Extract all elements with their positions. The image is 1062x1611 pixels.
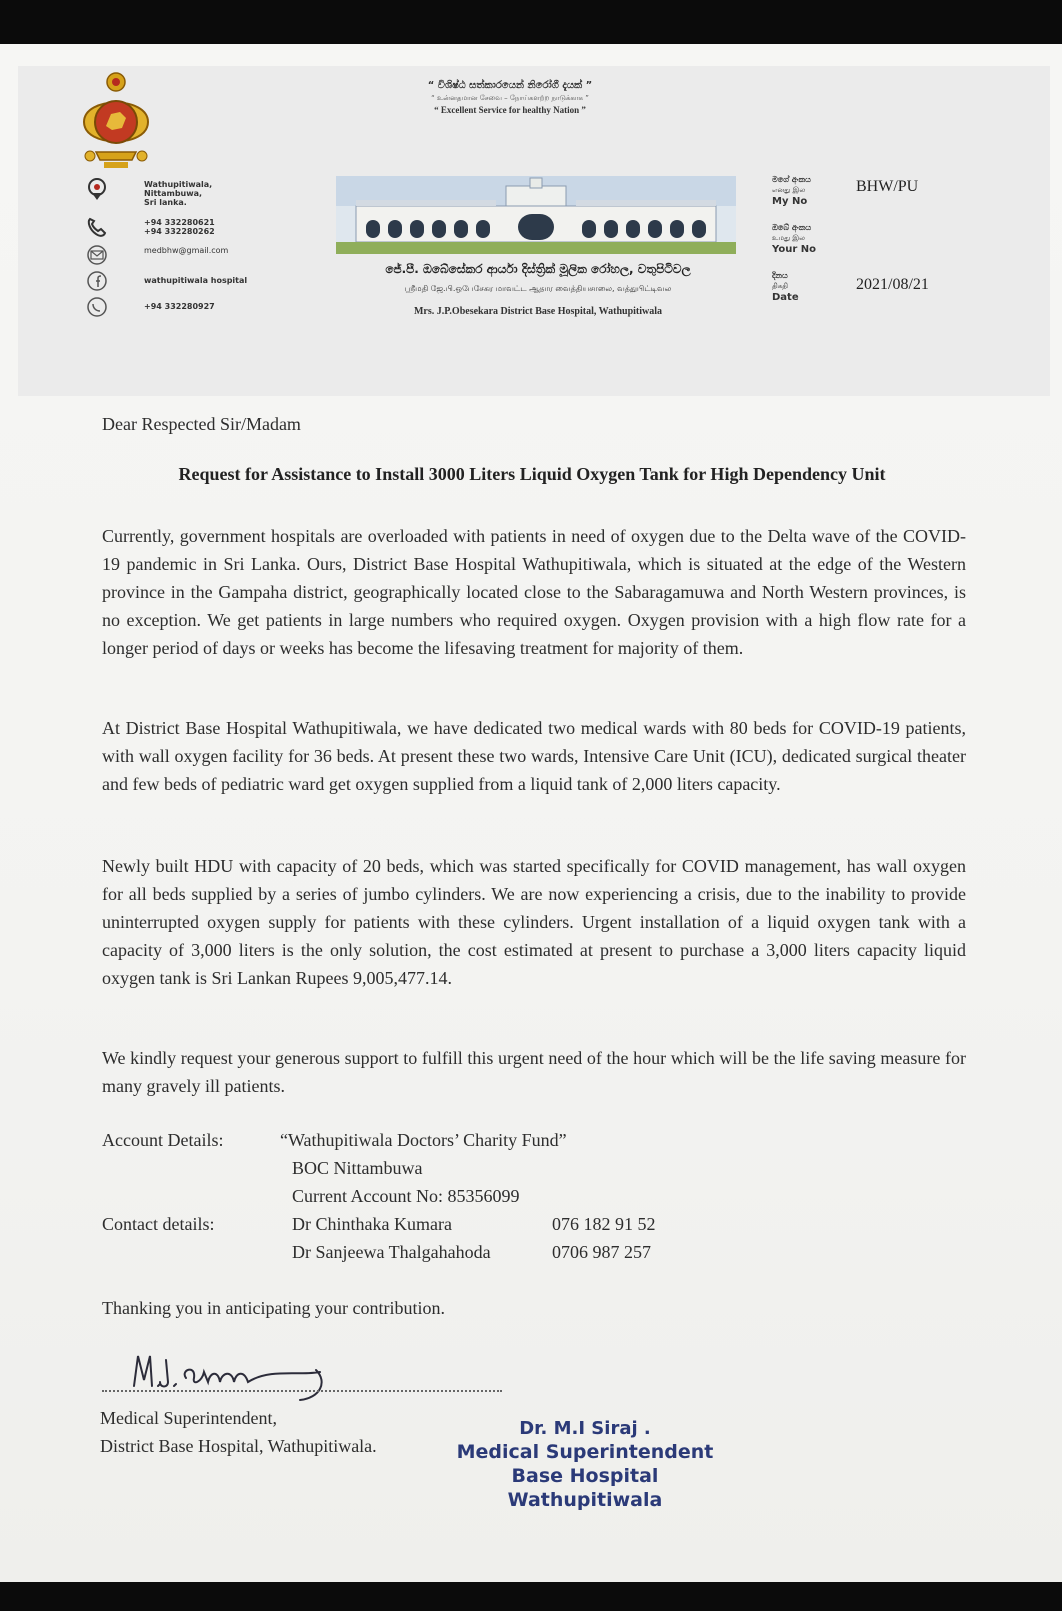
address-row [84,178,284,216]
account-number: Current Account No: 85356099 [292,1186,520,1206]
account-label: Account Details: [102,1130,224,1150]
location-pin-icon [84,178,110,200]
paragraph-1: Currently, government hospitals are overloaded with patients in need of oxygen due to the Delta wave of the COVID-19 pandemic in Sri Lanka. Ours, District Base Hospital Wathupitiwala, which is situated at the edge of the Western province in the Gampaha district, geographically located close to the Sabaragamuwa and North Western provinces, is no exception. We get patients in large numbers who required oxygen. Oxygen provision with a high flow rate for a longer period of days or weeks has become the lifesaving treatment for majority of them. [102,526,966,658]
date-value: 2021/08/21 [856,276,929,293]
address: Wathupitiwala, Nittambuwa, Sri lanka. [144,180,213,207]
account-row [102,1126,802,1154]
account-number-row [102,1182,802,1210]
whatsapp-number: +94 332280927 [144,302,215,311]
email-row [84,244,284,270]
account-contact-details [102,1126,802,1266]
paragraph-3: Newly built HDU with capacity of 20 beds, which was started specifically for COVID management, has wall oxygen for all beds supplied by a series of jumbo cylinders. We are now experiencing a crisis, due to the inability to provide uninterrupted oxygen supply for patients with these cylinders. Urgent installation of a liquid oxygen tank with a capacity of 3,000 liters is the only solution, the cost estimated at present to purchase a 3,000 liters capacity liquid oxygen tank is Sri Lankan Rupees 9,005,477.14. [102,856,966,988]
contact-phone: 076 182 91 52 [552,1214,656,1234]
hospital-name-english: Mrs. J.P.Obesekara District Base Hospital, Wathupitiwala [413,306,663,317]
motto-sinhala: “ විශිෂ්ඨ සත්කාරයෙන් නිරෝගී දැයක් ” [427,80,593,91]
account-name: “Wathupitiwala Doctors’ Charity Fund” [280,1130,567,1150]
signer-title: Medical Superintendent, District Base Hospital, Wathupitiwala. [100,1408,377,1456]
facebook-page: wathupitiwala hospital [144,276,248,285]
paragraph-2: At District Base Hospital Wathupitiwala, we have dedicated two medical wards with 80 beds for COVID-19 patients, with wall oxygen facility for 36 beds. At present these two wards, Intensive Care Unit (ICU), dedicated surgical theater and few beds of pediatric ward get oxygen supplied from a liquid tank of 2,000 liters capacity. [102,718,966,794]
facebook-row [84,270,284,296]
stamp-hospital: Base Hospital [511,1465,659,1487]
motto-english: “ Excellent Service for healthy Nation ” [434,105,586,115]
phone-numbers: +94 332280621 +94 332280262 [144,218,215,236]
facebook-icon [84,270,110,292]
national-emblem-icon [76,68,156,172]
stamp-title: Medical Superintendent [456,1441,714,1463]
signature-line [102,1390,502,1392]
date-label: දිනය திகதி Date [772,271,799,303]
bank-branch: BOC Nittambuwa [292,1158,423,1178]
stamp-location: Wathupitiwala [507,1489,663,1511]
your-no-label: ඔබේ අංකය உமது இல Your No [772,223,816,255]
motto [320,80,700,116]
contact-info [84,178,284,322]
signature-image [130,1342,360,1402]
stamp-name: Dr. M.I Siraj . [519,1418,651,1439]
whatsapp-icon [84,296,110,318]
phone-icon [84,216,110,238]
official-stamp [440,1418,730,1512]
contact-name: Dr Chinthaka Kumara [292,1214,452,1234]
screen-bottom-bar [0,1582,1062,1611]
contact-label: Contact details: [102,1214,215,1234]
contact-name: Dr Sanjeewa Thalgahahoda [292,1242,491,1262]
my-no-value: BHW/PU [856,178,919,195]
letter-page [0,44,1062,1582]
screen-top-bar [0,0,1062,44]
whatsapp-row [84,296,284,322]
email-icon [84,244,110,266]
hospital-name-tamil: ஶ்ரீமதி ஜே.பி.ஒபேசேகர மாவட்ட ஆதார வைத்தியசாலை, வத்துபிட்டிவல [404,284,672,293]
motto-tamil: “ உன்னதமான சேவை – நோய்களற்ற நாடுக்காக ” [431,94,589,102]
phone-row [84,216,284,244]
closing-line: Thanking you in anticipating your contribution. [102,1298,445,1318]
contact-phone: 0706 987 257 [552,1242,651,1262]
bank-row [102,1154,802,1182]
email: medbhw@gmail.com [144,246,229,255]
hospital-name-sinhala: ජේ.පී. ඔබේසේකර ආර්යා දිස්ත්‍රික් මූලික රෝහල, වතුපිටිවල [385,262,691,276]
contact-row-2 [102,1238,802,1266]
my-no-label: මගේ අංකය எனது இல My No [772,175,811,207]
letter-subject: Request for Assistance to Install 3000 Liters Liquid Oxygen Tank for High Dependency Unit [178,464,886,484]
hospital-building-image [336,176,736,254]
paragraph-4: We kindly request your generous support to fulfill this urgent need of the hour which will be the life saving measure for many gravely ill patients. [102,1048,966,1096]
contact-row-1 [102,1210,802,1238]
salutation: Dear Respected Sir/Madam [102,414,301,434]
